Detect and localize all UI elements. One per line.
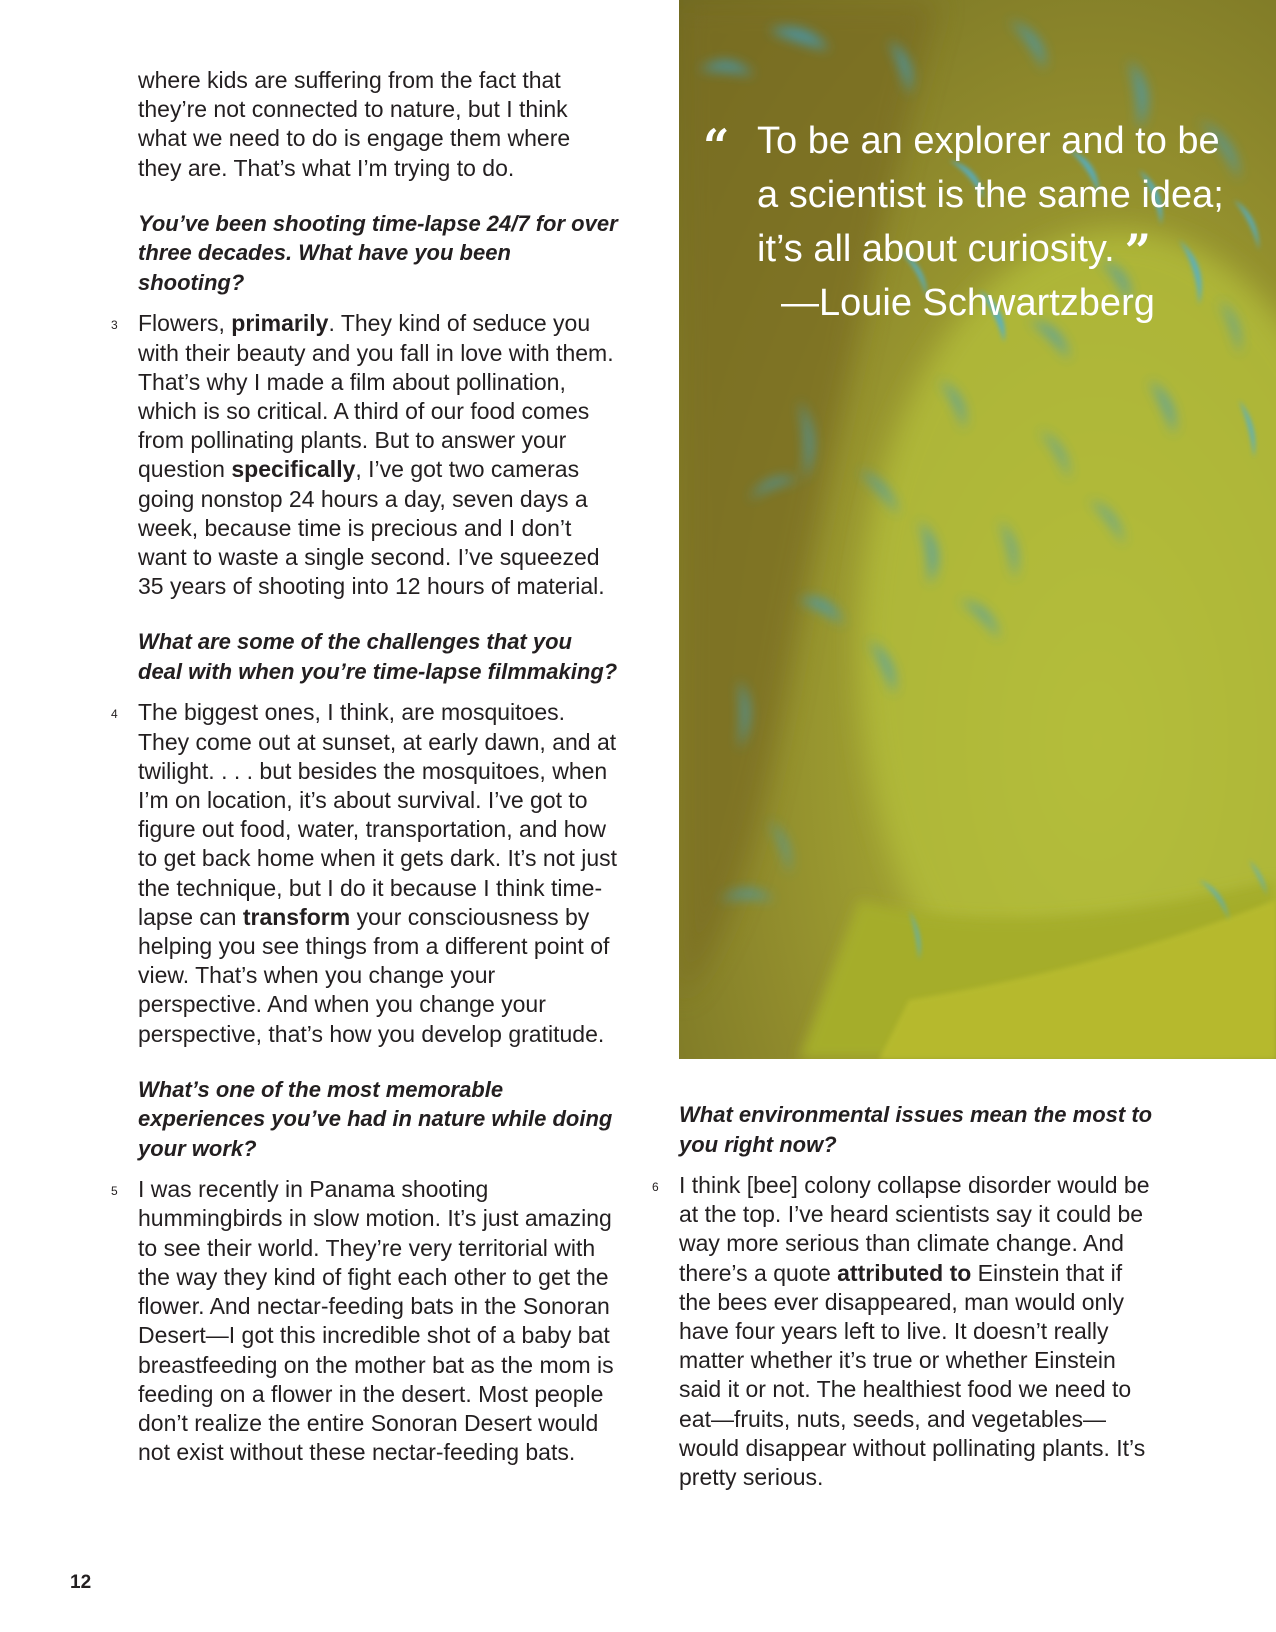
paragraph-number: 4 [111,707,118,722]
question-6: What environmental issues mean the most to you right now? [679,1102,1153,1157]
paragraph-number: 3 [111,318,118,333]
answer-3-text-1: Flowers, [138,310,232,337]
left-column [111,66,618,1467]
paragraph-number: 6 [652,1180,659,1194]
pull-quote [757,114,1237,330]
intro-paragraph: where kids are suffering from the fact that they’re not connected to nature, but I think what we need to do is engage them where they are. That’s what I’m trying to do. [138,67,571,181]
answer-3-text-2: . They kind of seduce you with their beauty and you fall in love with them. That’s why I made a film about pollination, which is so critical. A third of our food comes from pollinating plants. But to answer your question [138,310,614,483]
answer-4 [111,698,618,1048]
question-4: What are some of the challenges that you deal with when you’re time-lapse filmmaking? [138,629,618,684]
paragraph-number: 5 [111,1184,118,1199]
answer-6-text-1: I think [bee] colony collapse disorder would be at the top. I’ve heard scientists say it could be way more serious than climate change. And there’s a quote [679,1172,1150,1286]
answer-6 [652,1171,1159,1492]
question-3: You’ve been shooting time-lapse 24/7 for over three decades. What have you been shooting? [138,210,618,295]
answer-5-text-1: I was recently in Panama shooting hummingbirds in slow motion. It’s just amazing to see their world. They’re very territorial with the way they kind of fight each other to get the flower. And nectar-feeding bats in the Sonoran Desert—I got this incredible shot of a baby bat breastfeeding on the mother bat as the mom is feeding on a flower in the desert. Most people don’t realize the entire Sonoran Desert would not exist without these nectar-feeding bats. [138,1176,614,1466]
pull-quote-text: To be an explorer and to be a scientist is the same idea; it’s all about curiosity. [757,120,1224,270]
answer-4-text-1: The biggest ones, I think, are mosquitoes. They come out at sunset, at early dawn, and at twilight. . . . but besides the mosquitoes, when I’m on location, it’s about survival. I’ve got to figure out food, water, transportation, and how to get back home when it gets dark. It’s not just the technique, but I do it because I think time-lapse can [138,699,618,930]
answer-3-bold-2: specifically [231,456,356,483]
answer-6-bold-1: attributed to [837,1259,972,1286]
answer-5 [111,1175,618,1467]
answer-3 [111,309,618,601]
pull-quote-attribution: —Louie Schwartzberg [781,282,1155,324]
question-5: What’s one of the most memorable experiences you’ve had in nature while doing your work? [138,1076,613,1161]
close-quote-mark: ” [1124,224,1152,278]
answer-3-text-3: , I’ve got two cameras going nonstop 24 hours a day, seven days a week, because time is precious and I don’t want to waste a single second. I’ve squeezed 35 years of shooting into 12 hours of material. [138,456,605,600]
right-column [652,1100,1159,1492]
answer-4-text-2: your consciousness by helping you see things from a different point of view. That’s when you change your perspective. And when you change your perspective, that’s how you develop gratitude. [138,903,610,1047]
answer-4-bold-1: transform [242,903,351,930]
answer-6-text-2: Einstein that if the bees ever disappeared, man would only have four years left to live. It doesn’t really matter whether it’s true or whether Einstein said it or not. The healthiest food we need to eat—fruits, nuts, seeds, and vegetables—would disappear without pollinating plants. It’s pretty serious. [679,1259,1146,1491]
answer-3-bold-1: primarily [231,310,329,337]
page-number: 12 [70,1572,92,1593]
